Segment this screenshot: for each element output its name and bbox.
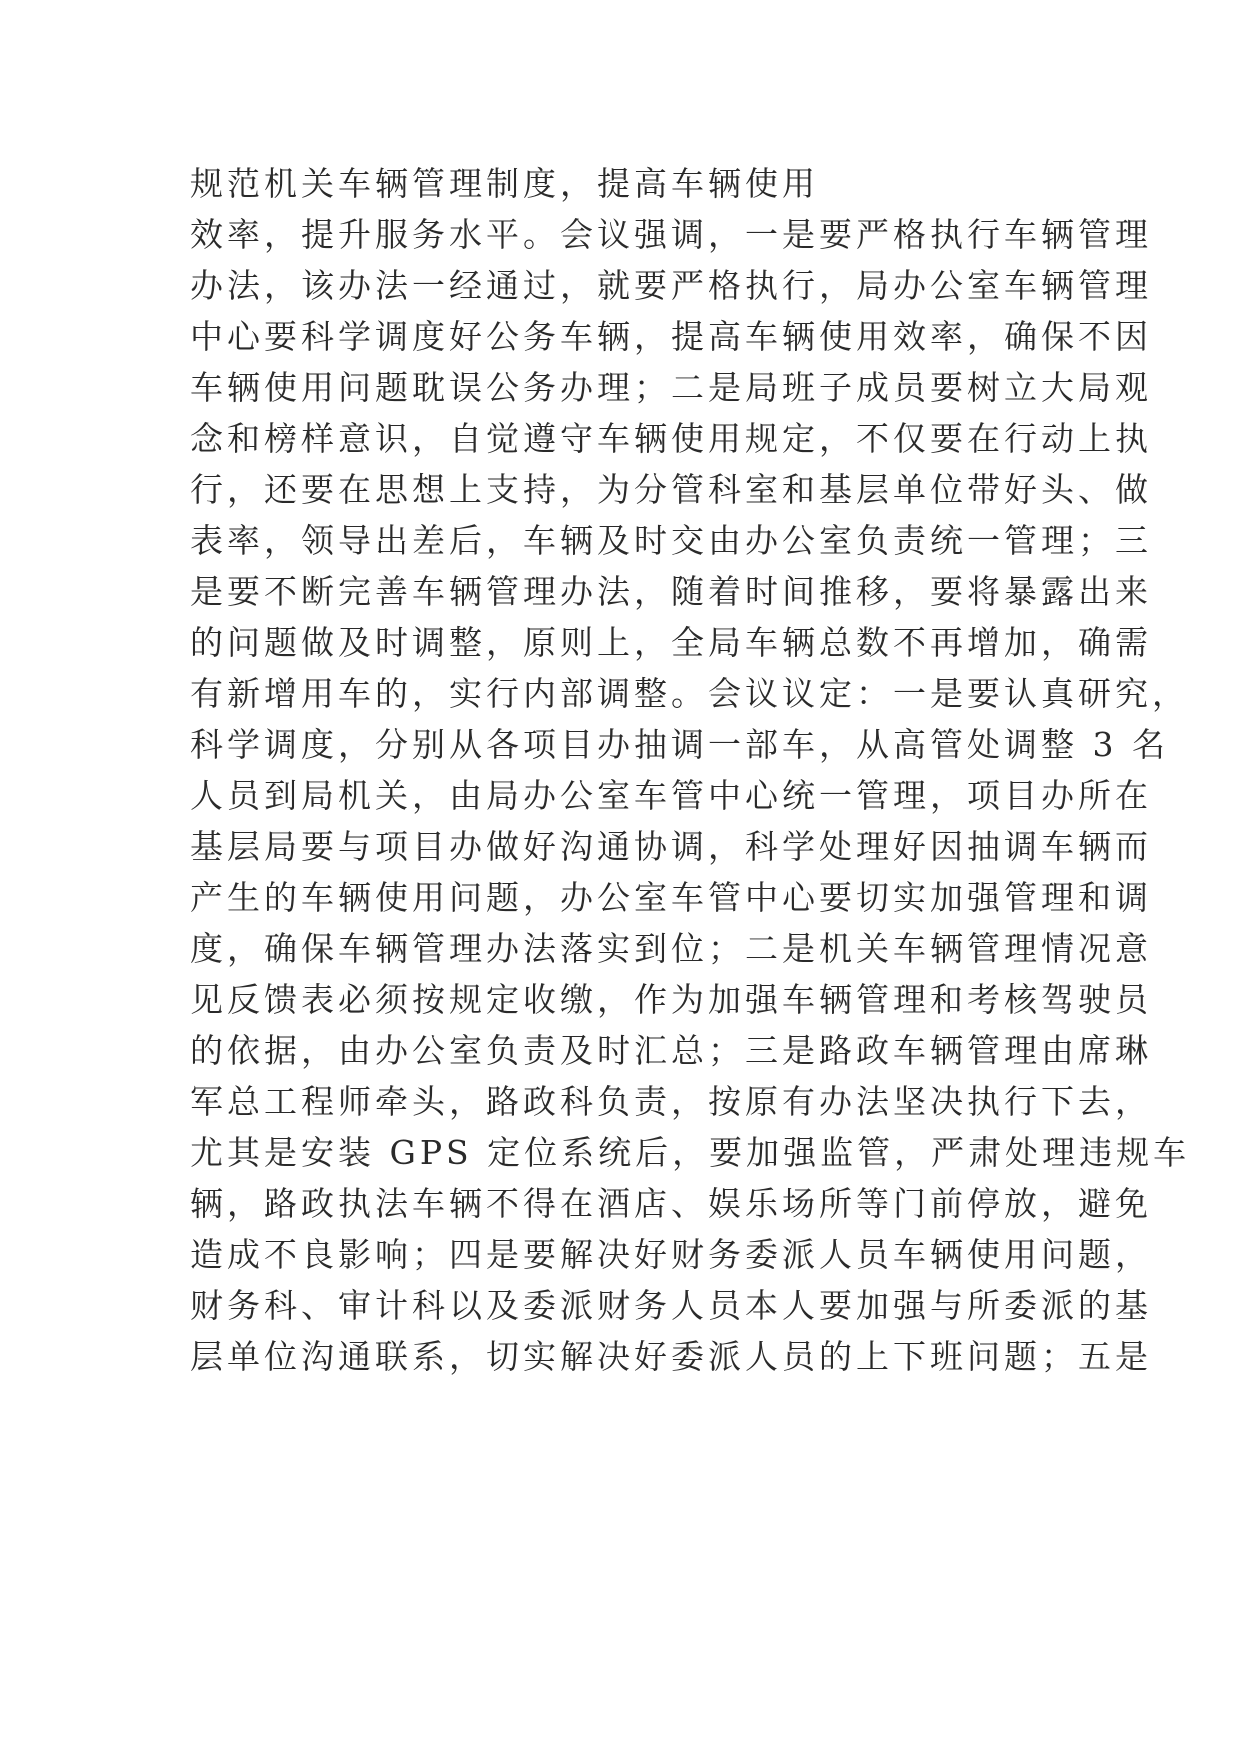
text-line: 产生的车辆使用问题，办公室车管中心要切实加强管理和调 [190, 878, 1152, 917]
text-line: 表率，领导出差后，车辆及时交由办公室负责统一管理；三 [190, 521, 1152, 560]
text-line: 人员到局机关，由局办公室车管中心统一管理，项目办所在 [190, 776, 1152, 815]
text-line: 的依据，由办公室负责及时汇总；三是路政车辆管理由席琳 [190, 1031, 1152, 1070]
text-line: 度，确保车辆管理办法落实到位；二是机关车辆管理情况意 [190, 929, 1152, 968]
text-line: 科学调度，分别从各项目办抽调一部车，从高管处调整 3 名 [190, 725, 1169, 764]
text-line: 辆，路政执法车辆不得在酒店、娱乐场所等门前停放，避免 [190, 1184, 1152, 1223]
text-line: 财务科、审计科以及委派财务人员本人要加强与所委派的基 [190, 1286, 1152, 1325]
text-line: 造成不良影响；四是要解决好财务委派人员车辆使用问题， [190, 1235, 1152, 1274]
text-line: 车辆使用问题耽误公务办理；二是局班子成员要树立大局观 [190, 368, 1152, 407]
text-line: 是要不断完善车辆管理办法，随着时间推移，要将暴露出来 [190, 572, 1152, 611]
text-line: 规范机关车辆管理制度，提高车辆使用 [190, 164, 819, 203]
text-line: 军总工程师牵头，路政科负责，按原有办法坚决执行下去， [190, 1082, 1152, 1121]
text-line: 基层局要与项目办做好沟通协调，科学处理好因抽调车辆而 [190, 827, 1152, 866]
text-line: 层单位沟通联系，切实解决好委派人员的上下班问题；五是 [190, 1337, 1152, 1376]
text-line: 念和榜样意识，自觉遵守车辆使用规定，不仅要在行动上执 [190, 419, 1152, 458]
text-line: 尤其是安装 GPS 定位系统后，要加强监管，严肃处理违规车 [190, 1133, 1191, 1172]
text-line: 见反馈表必须按规定收缴，作为加强车辆管理和考核驾驶员 [190, 980, 1152, 1019]
text-line: 效率，提升服务水平。会议强调，一是要严格执行车辆管理 [190, 215, 1152, 254]
text-line: 的问题做及时调整，原则上，全局车辆总数不再增加，确需 [190, 623, 1152, 662]
text-line: 中心要科学调度好公务车辆，提高车辆使用效率，确保不因 [190, 317, 1152, 356]
body-text [190, 158, 1191, 1382]
text-line: 办法，该办法一经通过，就要严格执行，局办公室车辆管理 [190, 266, 1152, 305]
text-line: 行，还要在思想上支持，为分管科室和基层单位带好头、做 [190, 470, 1152, 509]
text-line: 有新增用车的，实行内部调整。会议议定：一是要认真研究， [190, 674, 1189, 713]
